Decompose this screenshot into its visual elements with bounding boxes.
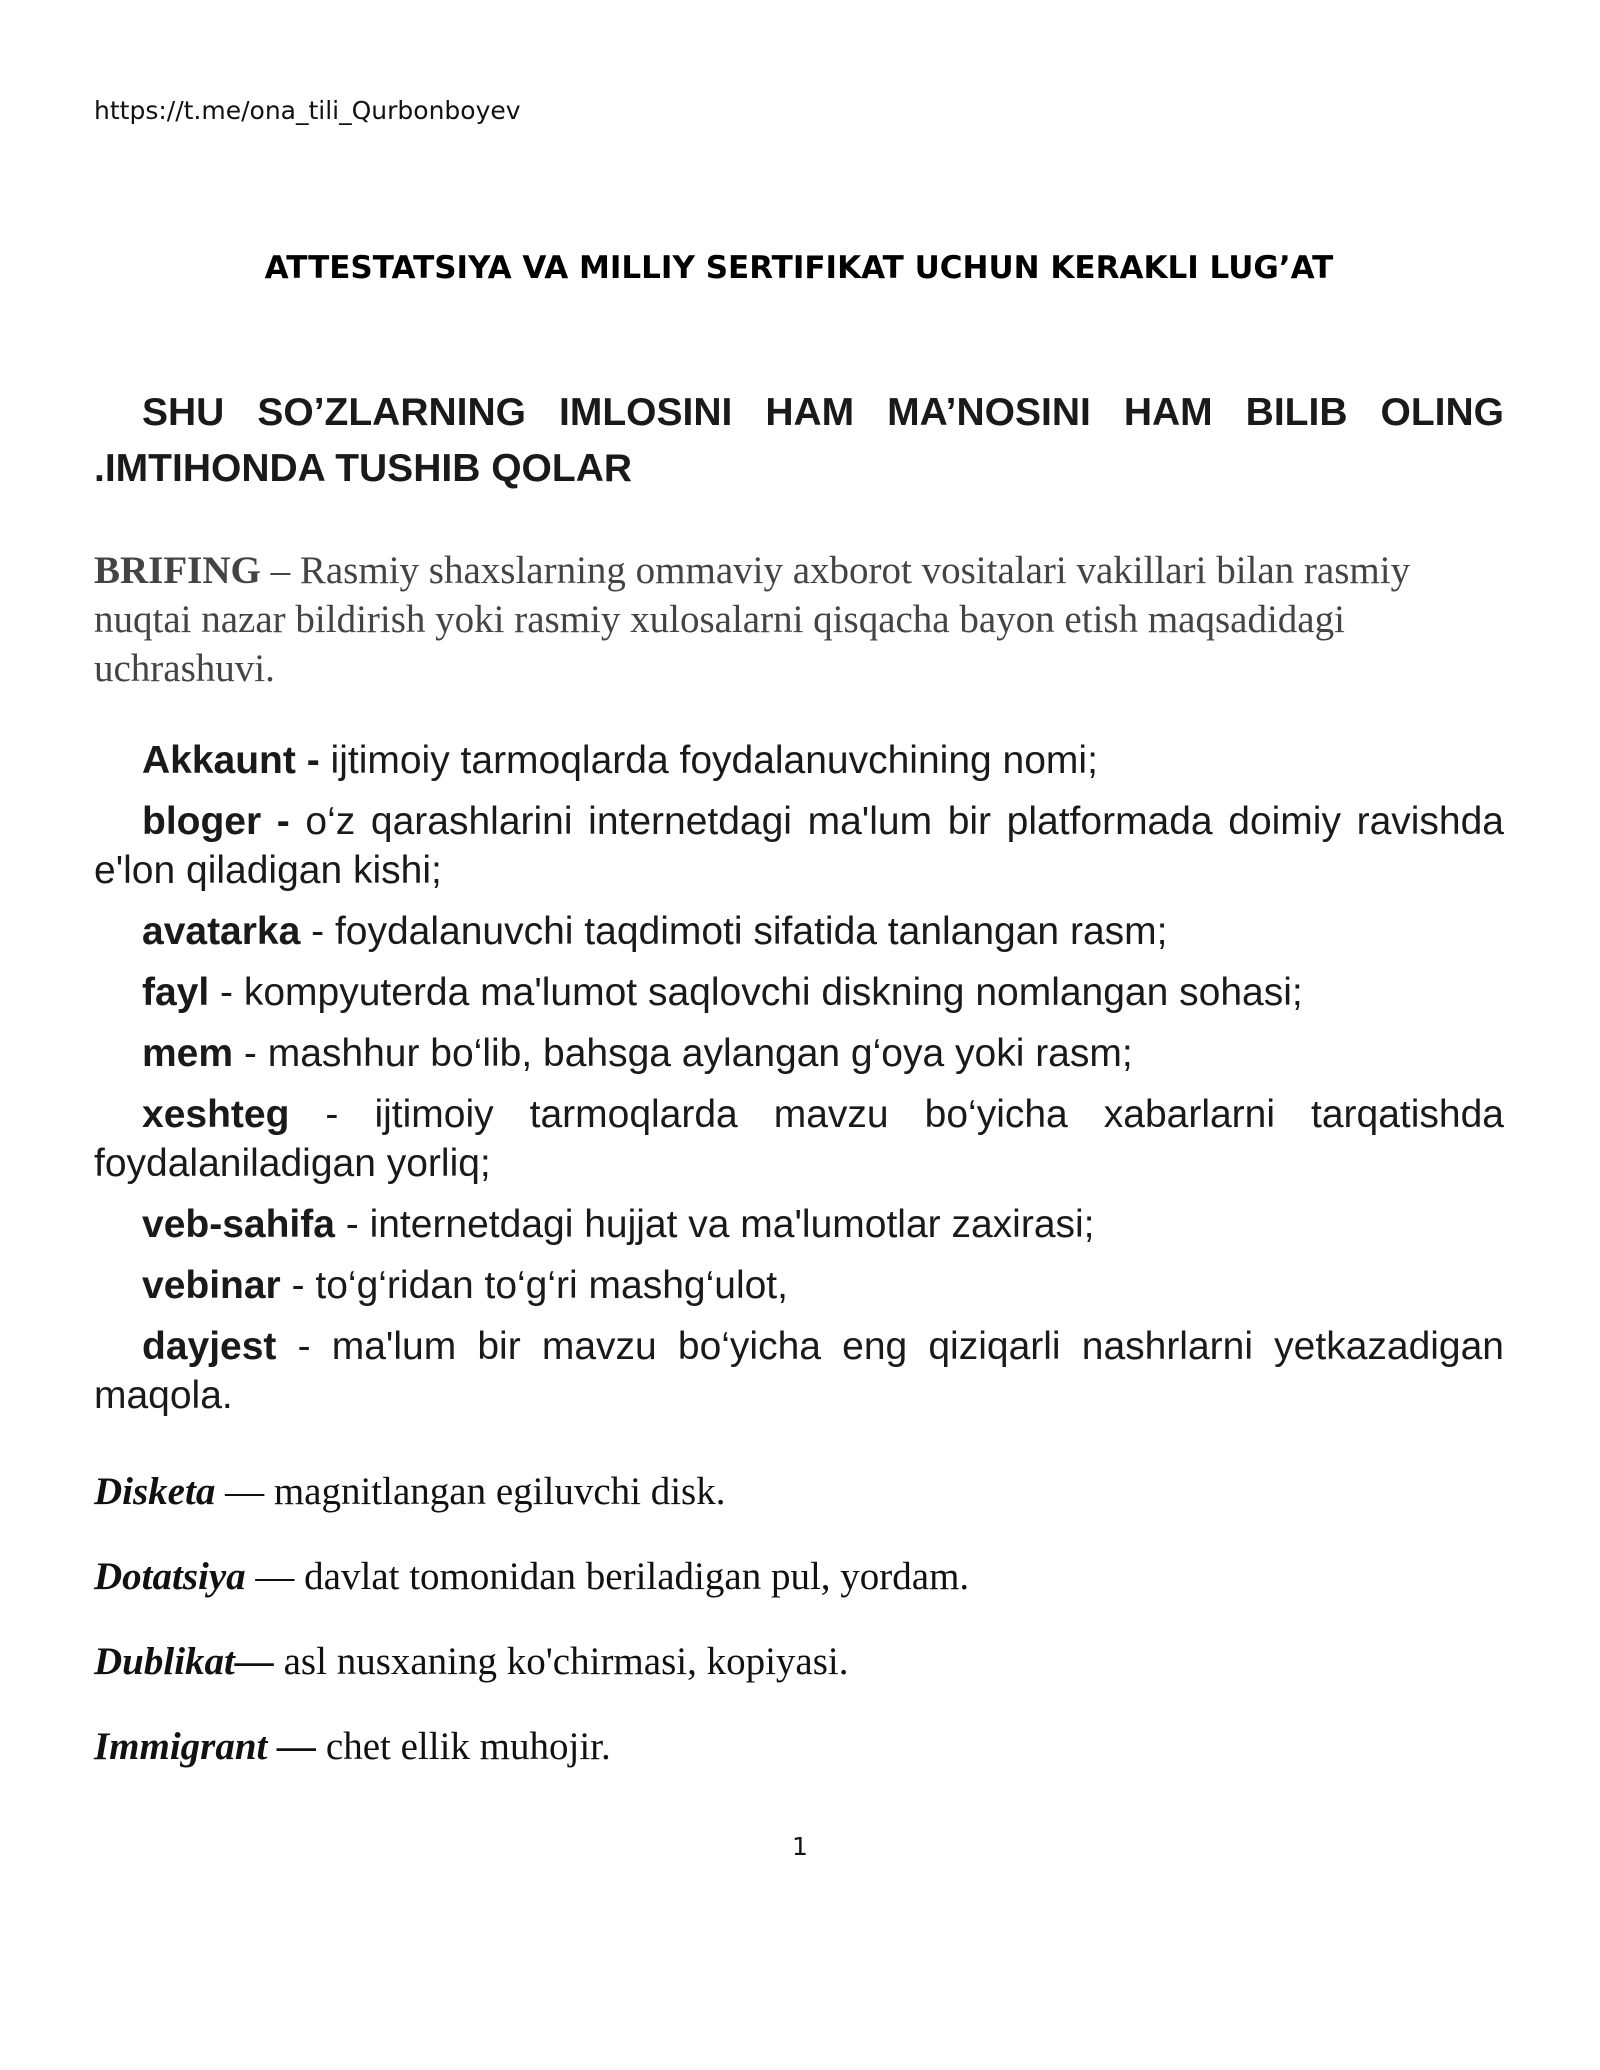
glossary-definition: - mashhur bo‘lib, bahsga aylangan g‘oya yoki rasm; (233, 1032, 1133, 1075)
glossary-item (94, 736, 1504, 785)
glossary-term: vebinar (142, 1264, 281, 1307)
serif-glossary-term: Immigrant — (94, 1725, 317, 1768)
briefing-separator: – (260, 549, 300, 592)
glossary-list (94, 736, 1504, 1432)
glossary-item (94, 1200, 1504, 1249)
serif-glossary-definition: — magnitlangan egiluvchi disk. (215, 1470, 726, 1513)
glossary-item (94, 907, 1504, 956)
serif-glossary-definition: — davlat tomonidan beriladigan pul, yordam. (245, 1555, 970, 1598)
glossary-item (94, 1090, 1504, 1188)
document-subtitle: SHU SO’ZLARNING IMLOSINI HAM MA’NOSINI HAM BILIB OLING .IMTIHONDA TUSHIB QOLAR (94, 391, 1504, 490)
briefing-term: BRIFING (94, 549, 261, 592)
glossary-definition: - foydalanuvchi taqdimoti sifatida tanlangan rasm; (300, 910, 1168, 953)
glossary-definition: - to‘g‘ridan to‘g‘ri mashg‘ulot, (280, 1264, 788, 1307)
glossary-definition: ijtimoiy tarmoqlarda foydalanuvchining nomi; (319, 739, 1098, 782)
glossary-term: veb-sahifa (142, 1203, 335, 1246)
glossary-item (94, 1029, 1504, 1078)
glossary-term: Akkaunt - (142, 739, 320, 782)
serif-glossary-definition: chet ellik muhojir. (316, 1725, 611, 1768)
glossary-term: dayjest (142, 1325, 277, 1368)
serif-glossary-term: Dublikat— (94, 1640, 274, 1683)
glossary-term: xeshteg (142, 1093, 290, 1136)
glossary-definition: - ma'lum bir mavzu bo‘yicha eng qiziqarli nashrlarni yetkazadigan maqola. (94, 1325, 1504, 1417)
glossary-definition: - kompyuterda ma'lumot saqlovchi diskning nomlangan sohasi; (209, 971, 1303, 1014)
serif-glossary-list (94, 1464, 1504, 1804)
glossary-item (94, 968, 1504, 1017)
serif-glossary-item (94, 1719, 1504, 1775)
glossary-item (94, 1261, 1504, 1310)
glossary-definition: - ijtimoiy tarmoqlarda mavzu bo‘yicha xabarlarni tarqatishda foydalaniladigan yorliq; (94, 1093, 1504, 1185)
header-telegram-link[interactable]: https://t.me/ona_tili_Qurbonboyev (94, 96, 521, 125)
serif-glossary-item (94, 1464, 1504, 1520)
glossary-item (94, 797, 1504, 895)
glossary-term: bloger - (142, 800, 290, 843)
glossary-term: fayl (142, 971, 210, 1014)
glossary-definition: - internetdagi hujjat va ma'lumotlar zaxirasi; (334, 1203, 1095, 1246)
serif-glossary-term: Disketa (94, 1470, 216, 1513)
serif-glossary-definition: asl nusxaning ko'chirmasi, kopiyasi. (273, 1640, 849, 1683)
glossary-item (94, 1322, 1504, 1420)
serif-glossary-term: Dotatsiya (94, 1555, 246, 1598)
glossary-term: avatarka (142, 910, 301, 953)
document-title: ATTESTATSIYA VA MILLIY SERTIFIKAT UCHUN KERAKLI LUG’AT (264, 250, 1334, 286)
page-number: 1 (792, 1832, 808, 1861)
briefing-definition (94, 546, 1504, 693)
briefing-text: Rasmiy shaxslarning ommaviy axborot vositalari vakillari bilan rasmiy nuqtai nazar bildirish yoki rasmiy xulosalarni qisqacha bayon etish maqsadidagi uchrashuvi. (94, 549, 1411, 690)
serif-glossary-item (94, 1549, 1504, 1605)
serif-glossary-item (94, 1634, 1504, 1690)
glossary-term: mem (142, 1032, 234, 1075)
glossary-definition: o‘z qarashlarini internetdagi ma'lum bir platformada doimiy ravishda e'lon qiladigan kishi; (94, 800, 1504, 892)
